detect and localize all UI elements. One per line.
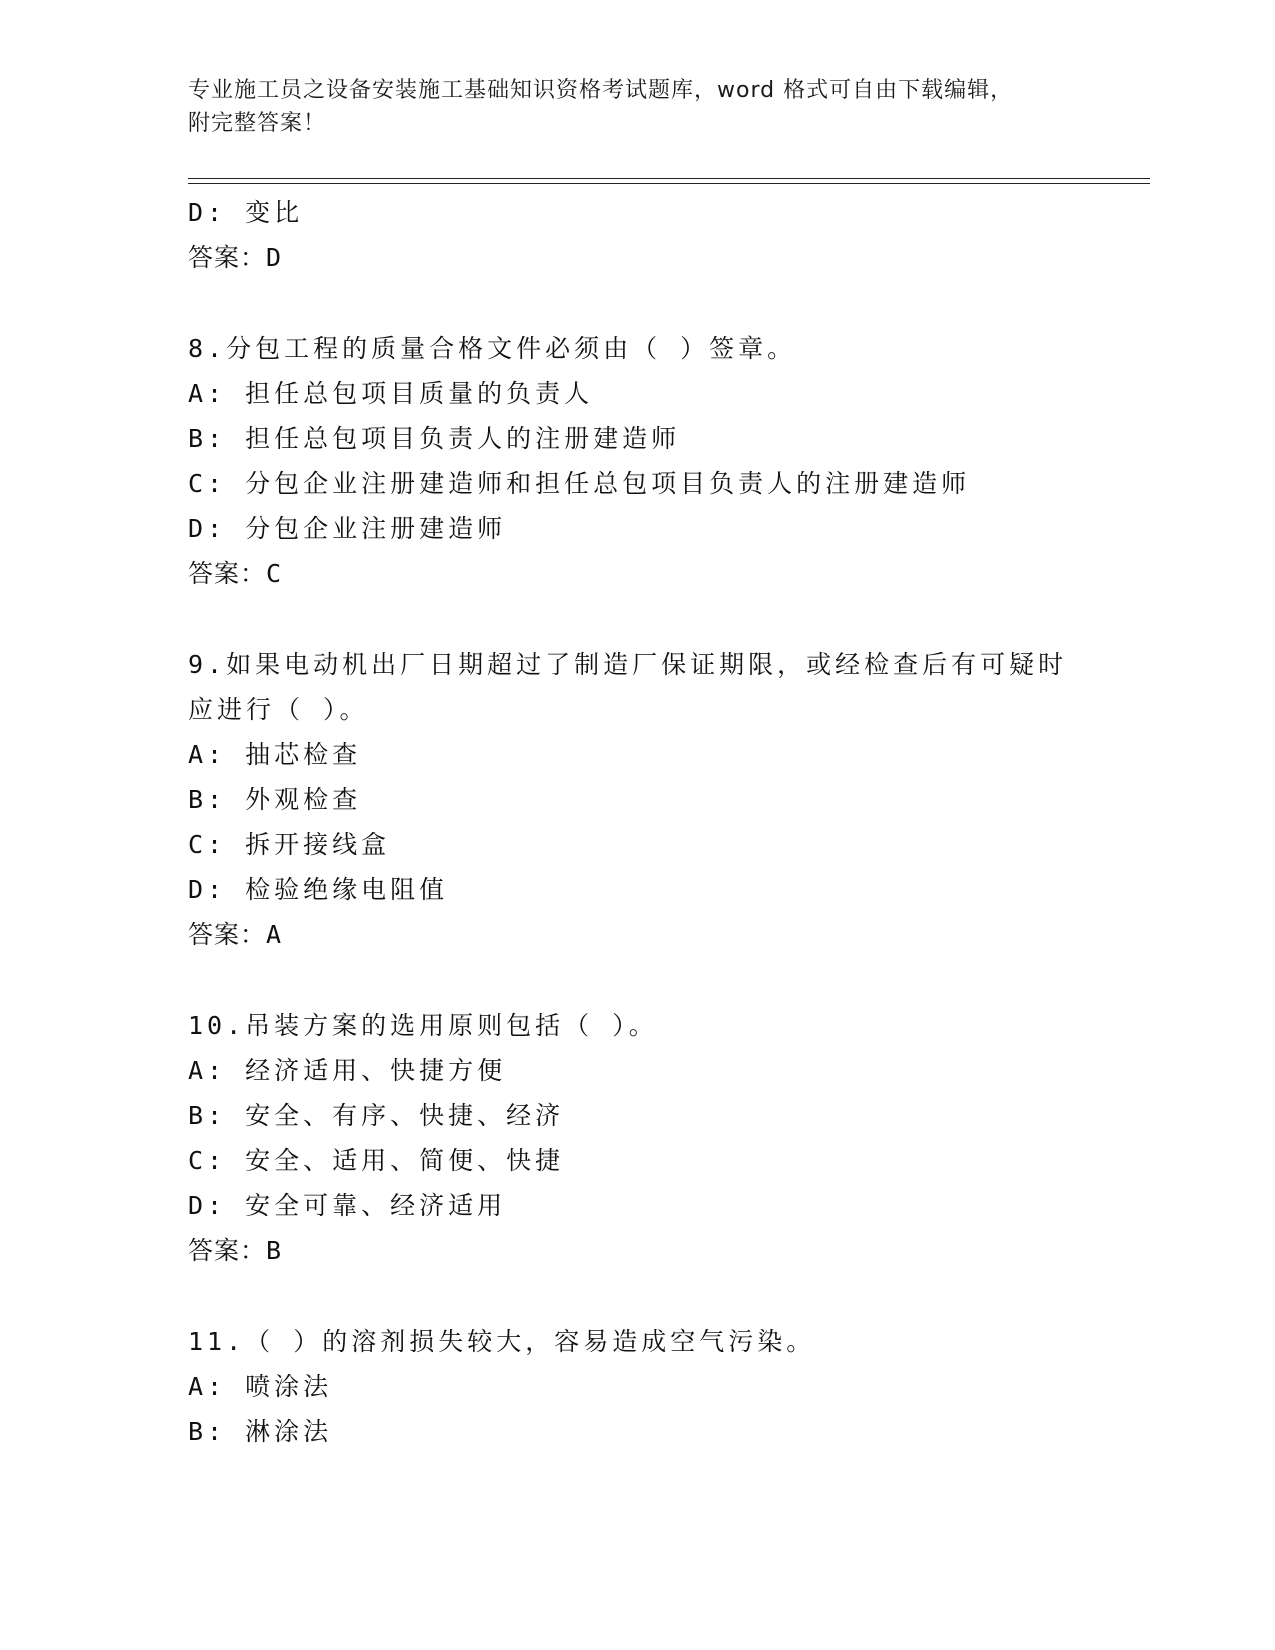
option-a: A: 担任总包项目质量的负责人: [188, 379, 594, 408]
answer-line: [188, 1228, 1148, 1273]
answer-value: D: [266, 243, 283, 272]
spacer: [188, 596, 1148, 642]
answer-value: A: [266, 920, 283, 949]
question-8: [188, 326, 1148, 596]
option-b: B: 担任总包项目负责人的注册建造师: [188, 424, 681, 453]
spacer: [188, 1273, 1148, 1319]
option-a: A: 喷涂法: [188, 1372, 333, 1401]
header-line-1: 专业施工员之设备安装施工基础知识资格考试题库，word 格式可自由下载编辑，: [188, 78, 1014, 103]
question-10: [188, 1003, 1148, 1273]
option-d: D: 变比: [188, 198, 304, 227]
option-a: A: 抽芯检查: [188, 740, 362, 769]
spacer: [188, 957, 1148, 1003]
option-a: A: 经济适用、快捷方便: [188, 1056, 507, 1085]
question-11: [188, 1319, 1148, 1454]
page-header: [188, 74, 1068, 140]
answer-label: 答案：: [188, 559, 267, 588]
answer-line: [188, 912, 1148, 957]
option-b: B: 外观检查: [188, 785, 362, 814]
question-stem-continued: 应进行（ ）。: [188, 695, 369, 724]
answer-value: B: [266, 1236, 283, 1265]
option-d: D: 安全可靠、经济适用: [188, 1191, 507, 1220]
option-d: D: 检验绝缘电阻值: [188, 875, 449, 904]
header-divider-bottom: [188, 183, 1150, 184]
header-divider-top: [188, 178, 1150, 179]
option-d: D: 分包企业注册建造师: [188, 514, 507, 543]
option-b: B: 安全、有序、快捷、经济: [188, 1101, 565, 1130]
answer-label: 答案：: [188, 243, 267, 272]
question-stem: 9.如果电动机出厂日期超过了制造厂保证期限，或经检查后有可疑时: [188, 650, 1068, 679]
answer-line: [188, 235, 1148, 280]
option-c: C: 拆开接线盒: [188, 830, 391, 859]
answer-label: 答案：: [188, 920, 267, 949]
question-stem: 10.吊装方案的选用原则包括（ ）。: [188, 1011, 658, 1040]
option-b: B: 淋涂法: [188, 1417, 333, 1446]
option-c: C: 分包企业注册建造师和担任总包项目负责人的注册建造师: [188, 469, 971, 498]
question-list: [188, 190, 1148, 1454]
spacer: [188, 280, 1148, 326]
question-stem: 8.分包工程的质量合格文件必须由（ ）签章。: [188, 334, 797, 363]
question-9: [188, 642, 1148, 957]
header-line-2: 附完整答案！: [188, 111, 327, 136]
answer-line: [188, 551, 1148, 596]
answer-label: 答案：: [188, 1236, 267, 1265]
option-c: C: 安全、适用、简便、快捷: [188, 1146, 565, 1175]
answer-value: C: [266, 559, 283, 588]
question-stem: 11.（ ）的溶剂损失较大，容易造成空气污染。: [188, 1327, 816, 1356]
